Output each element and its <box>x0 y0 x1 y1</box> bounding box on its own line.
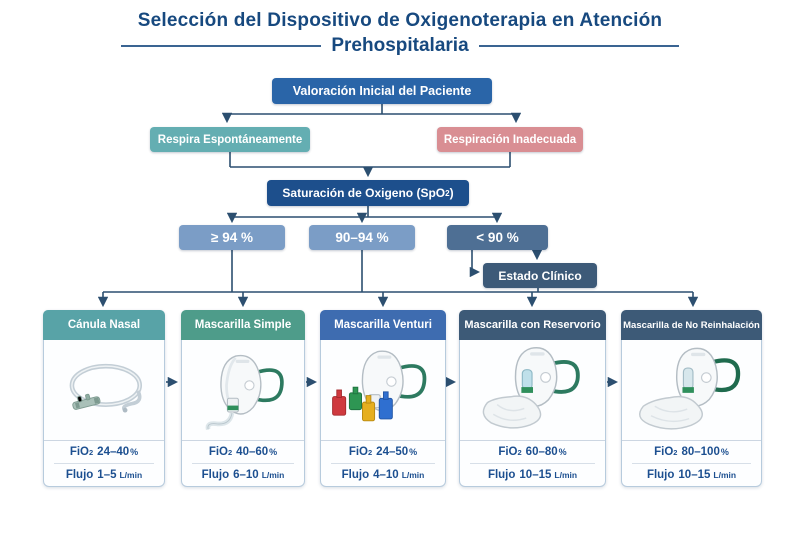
flujo-value: 10–15 <box>519 469 552 481</box>
card-header: Mascarilla de No Reinhalación <box>621 310 762 340</box>
fio2-row <box>622 441 761 463</box>
fio2-value: 24–50 <box>376 446 409 458</box>
device-card-mascarilla-simple <box>181 310 305 487</box>
flujo-unit: L/min <box>713 470 737 480</box>
fio2-pct: % <box>558 447 567 457</box>
node-respira-espontaneamente: Respira Espontáneamente <box>150 127 310 152</box>
card-stats <box>460 440 605 486</box>
fio2-sub: 2 <box>228 447 233 457</box>
flujo-row <box>182 464 304 486</box>
spo2-subscript: 2 <box>445 188 450 198</box>
node-sat-90-94: 90–94 % <box>309 225 415 250</box>
node-valoracion-inicial: Valoración Inicial del Paciente <box>272 78 492 104</box>
fio2-sub: 2 <box>368 447 373 457</box>
title-line-1: Selección del Dispositivo de Oxigenoterapia en Atención <box>137 10 663 31</box>
flujo-label: Flujo <box>341 469 370 481</box>
simple-mask-image <box>182 340 304 440</box>
node-estado-clinico: Estado Clínico <box>483 263 597 288</box>
fio2-pct: % <box>409 447 418 457</box>
flujo-row <box>460 464 605 486</box>
device-card-mascarilla-venturi <box>320 310 446 487</box>
flujo-label: Flujo <box>487 469 516 481</box>
fio2-row <box>44 441 164 463</box>
card-header: Mascarilla Simple <box>181 310 305 340</box>
card-header: Mascarilla Venturi <box>320 310 446 340</box>
fio2-value: 60–80 <box>525 446 558 458</box>
flujo-row <box>321 464 445 486</box>
flujo-value: 10–15 <box>678 469 711 481</box>
fio2-value: 24–40 <box>97 446 130 458</box>
fio2-pct: % <box>720 447 729 457</box>
flujo-label: Flujo <box>201 469 230 481</box>
flujo-unit: L/min <box>119 470 143 480</box>
fio2-sub: 2 <box>673 447 678 457</box>
fio2-sub: 2 <box>89 447 94 457</box>
device-card-canula-nasal <box>43 310 165 487</box>
card-header: Mascarilla con Reservorio <box>459 310 606 340</box>
non-rebreather-mask-image <box>622 340 761 440</box>
nasal-cannula-image <box>44 340 164 440</box>
spo2-label-pre: Saturación de Oxigeno (SpO <box>282 186 446 200</box>
flujo-value: 4–10 <box>373 469 399 481</box>
flujo-unit: L/min <box>261 470 285 480</box>
fio2-value: 80–100 <box>681 446 720 458</box>
flujo-label: Flujo <box>646 469 675 481</box>
venturi-mask-image <box>321 340 445 440</box>
fio2-label: FiO <box>69 446 89 458</box>
fio2-row <box>182 441 304 463</box>
nasal-cannula-icon <box>49 347 159 433</box>
fio2-label: FiO <box>654 446 674 458</box>
fio2-pct: % <box>269 447 278 457</box>
flujo-row <box>622 464 761 486</box>
node-sat-94-or-more: ≥ 94 % <box>179 225 285 250</box>
non-rebreather-mask-icon <box>630 346 754 434</box>
simple-mask-icon <box>188 346 298 434</box>
card-stats <box>182 440 304 486</box>
flujo-row <box>44 464 164 486</box>
venturi-mask-icon <box>327 346 439 434</box>
device-card-mascarilla-con-reservorio <box>459 310 606 487</box>
card-stats <box>44 440 164 486</box>
reservoir-mask-icon <box>470 346 596 434</box>
fio2-sub: 2 <box>517 447 522 457</box>
node-respiracion-inadecuada: Respiración Inadecuada <box>437 127 583 152</box>
card-stats <box>321 440 445 486</box>
fio2-label: FiO <box>498 446 518 458</box>
fio2-pct: % <box>130 447 139 457</box>
spo2-label-post: ) <box>449 186 454 200</box>
node-saturacion-spo2 <box>267 180 469 206</box>
flujo-unit: L/min <box>401 470 425 480</box>
venturi-adapters <box>333 387 393 421</box>
card-stats <box>622 440 761 486</box>
fio2-row <box>321 441 445 463</box>
flujo-value: 1–5 <box>97 469 117 481</box>
device-card-mascarilla-no-reinhalacion <box>621 310 762 487</box>
card-header: Cánula Nasal <box>43 310 165 340</box>
fio2-row <box>460 441 605 463</box>
reservoir-mask-image <box>460 340 605 440</box>
flujo-label: Flujo <box>65 469 94 481</box>
flujo-unit: L/min <box>554 470 578 480</box>
fio2-label: FiO <box>208 446 228 458</box>
node-sat-below-90: < 90 % <box>447 225 548 250</box>
fio2-value: 40–60 <box>236 446 269 458</box>
title-line-2: Prehospitalaria <box>331 35 469 56</box>
flujo-value: 6–10 <box>233 469 259 481</box>
fio2-label: FiO <box>348 446 368 458</box>
